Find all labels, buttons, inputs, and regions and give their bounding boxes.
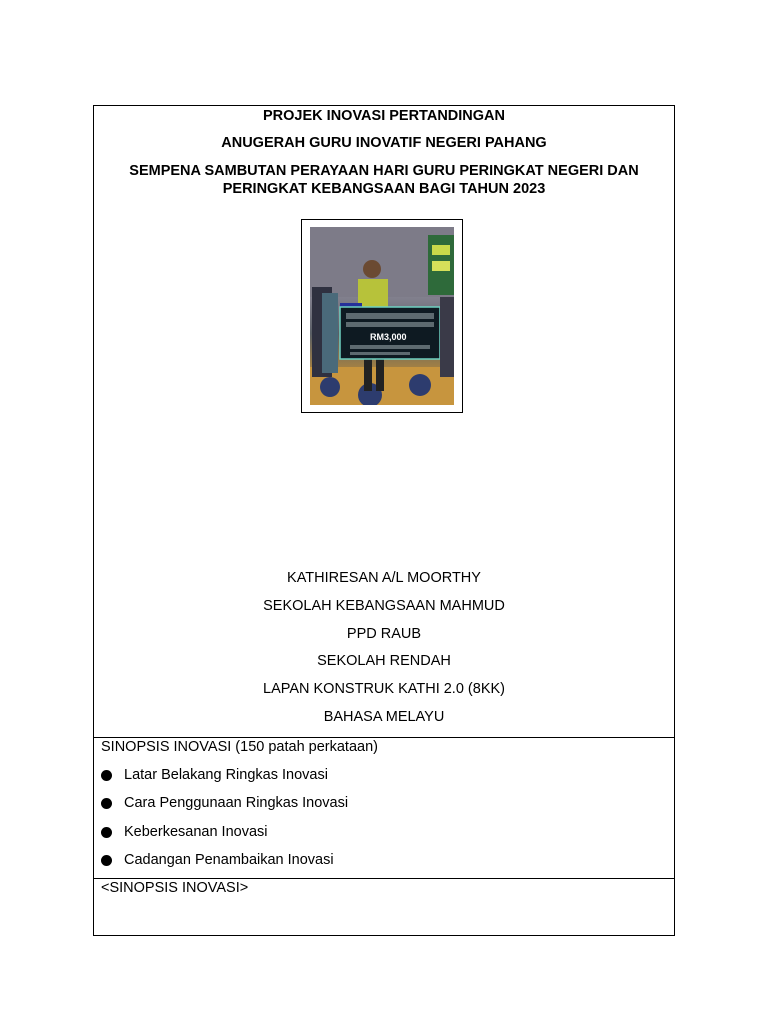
teacher-name: KATHIRESAN A/L MOORTHY [287,570,481,586]
title-line-2: ANUGERAH GURU INOVATIF NEGERI PAHANG [221,135,547,151]
bullet-text: Cadangan Penambaikan Inovasi [124,852,334,868]
title-line-3: SEMPENA SAMBUTAN PERAYAAN HARI GURU PERINGKAT NEGERI DAN PERINGKAT KEBANGSAAN BAGI TAHUN 2023 [129,163,639,197]
synopsis-body-section [94,879,674,935]
bullet-icon [101,855,112,866]
synopsis-placeholder: <SINOPSIS INOVASI> [101,880,249,896]
synopsis-guide-section [94,738,674,879]
school-name: SEKOLAH KEBANGSAAN MAHMUD [263,598,505,614]
photo-frame [301,219,463,413]
bullet-text: Cara Penggunaan Ringkas Inovasi [124,795,349,811]
innovation-name: LAPAN KONSTRUK KATHI 2.0 (8KK) [263,681,505,697]
bullet-icon [101,798,112,809]
bullet-text: Latar Belakang Ringkas Inovasi [124,767,328,783]
cover-section [94,106,674,738]
bullet-icon [101,770,112,781]
bullet-item [101,794,348,812]
school-level: SEKOLAH RENDAH [317,653,451,669]
bullet-icon [101,827,112,838]
bullet-text: Keberkesanan Inovasi [124,824,268,840]
title-line-1: PROJEK INOVASI PERTANDINGAN [263,108,505,124]
district-office: PPD RAUB [346,626,422,642]
subject-name: BAHASA MELAYU [323,709,445,725]
bullet-item [101,851,334,869]
document-table [93,105,675,936]
award-photo [310,227,454,405]
bullet-item [101,766,328,784]
cheque-amount: RM3,000 [370,332,407,342]
bullet-item [101,823,268,841]
synopsis-title: SINOPSIS INOVASI (150 patah perkataan) [101,739,378,755]
